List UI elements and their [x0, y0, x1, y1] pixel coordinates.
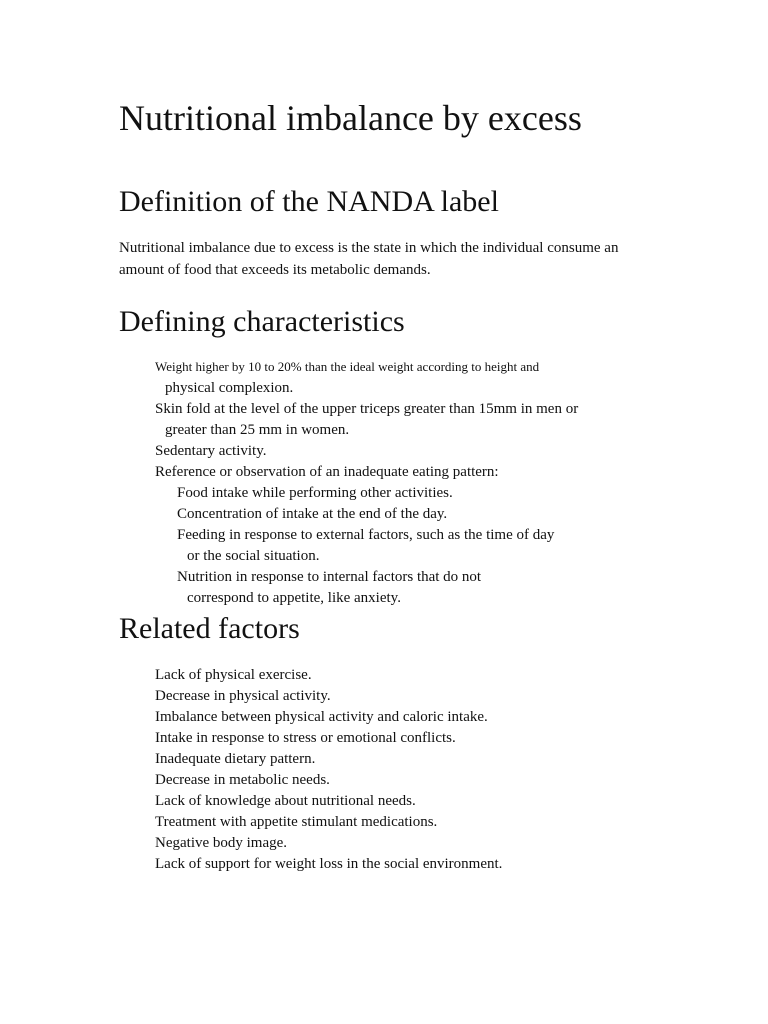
sublist-item-text: Nutrition in response to internal factors that do not: [177, 569, 482, 585]
list-item-text: Weight higher by 10 to 20% than the ideal weight according to height and: [155, 359, 540, 374]
list-item-text: Reference or observation of an inadequate eating pattern:: [155, 464, 499, 480]
list-item: [143, 854, 643, 875]
list-item-text: Decrease in metabolic needs.: [155, 772, 330, 788]
sublist-item-text: Food intake while performing other activities.: [177, 485, 453, 501]
sublist-item: [165, 525, 643, 567]
section-heading-defining-characteristics: Defining characteristics: [119, 305, 405, 338]
sublist-item-text: Concentration of intake at the end of the day.: [177, 506, 448, 522]
list-item: [143, 356, 643, 399]
list-item-text: Skin fold at the level of the upper triceps greater than 15mm in men or: [155, 401, 579, 417]
list-item-text: Lack of knowledge about nutritional needs.: [155, 793, 416, 809]
list-item-text: Imbalance between physical activity and caloric intake.: [155, 709, 488, 725]
sublist-item-continuation: or the social situation.: [187, 548, 320, 564]
sublist-item-text: Feeding in response to external factors, such as the time of day: [177, 527, 555, 543]
list-item: [143, 707, 643, 728]
section-heading-related-factors: Related factors: [119, 612, 300, 645]
list-item: [143, 791, 643, 812]
section-heading-definition: Definition of the NANDA label: [119, 185, 499, 218]
defining-characteristics-list: [143, 356, 643, 609]
list-item-text: Intake in response to stress or emotional conflicts.: [155, 730, 456, 746]
sublist-item: [165, 504, 643, 525]
list-item: [143, 462, 643, 609]
eating-pattern-sublist: [143, 483, 643, 609]
related-factors-list: [143, 665, 643, 875]
sublist-item-continuation: correspond to appetite, like anxiety.: [187, 590, 401, 606]
list-item: [143, 441, 643, 462]
list-item-text: Decrease in physical activity.: [155, 688, 331, 704]
sublist-item: [165, 567, 643, 609]
list-item-text: Sedentary activity.: [155, 443, 267, 459]
list-item: [143, 665, 643, 686]
list-item-text: Negative body image.: [155, 835, 288, 851]
list-item-text: Inadequate dietary pattern.: [155, 751, 316, 767]
list-item: [143, 812, 643, 833]
list-item-text: Lack of support for weight loss in the social environment.: [155, 856, 503, 872]
list-item-text: Treatment with appetite stimulant medications.: [155, 814, 438, 830]
list-item: [143, 749, 643, 770]
definition-paragraph: Nutritional imbalance due to excess is the state in which the individual consume an amount of food that exceeds its metabolic demands.: [119, 240, 619, 278]
list-item: [143, 686, 643, 707]
sublist-item: [165, 483, 643, 504]
list-item-continuation: greater than 25 mm in women.: [165, 422, 350, 438]
list-item: [143, 770, 643, 791]
list-item-continuation: physical complexion.: [165, 380, 294, 396]
list-item-text: Lack of physical exercise.: [155, 667, 312, 683]
list-item: [143, 399, 643, 441]
list-item: [143, 833, 643, 854]
list-item: [143, 728, 643, 749]
page-title: Nutritional imbalance by excess: [119, 98, 582, 138]
